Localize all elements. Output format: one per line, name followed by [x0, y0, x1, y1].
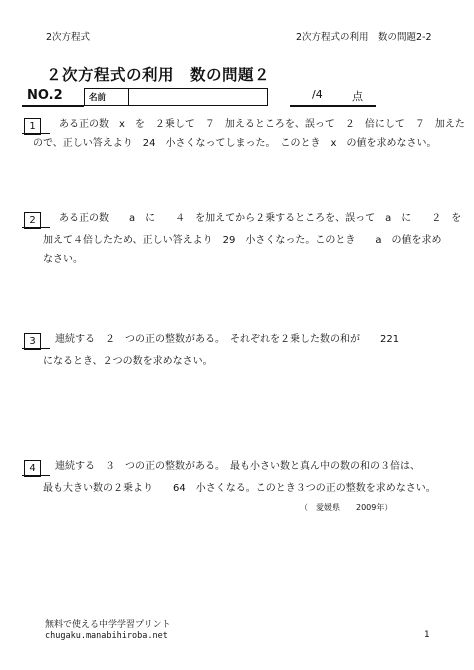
question-4-rule [22, 475, 50, 476]
question-1-rule [22, 133, 50, 134]
page-number: 1 [424, 630, 430, 640]
worksheet-number: NO.2 [27, 88, 63, 103]
question-3-line-2: になるとき、２つの数を求めなさい。 [43, 356, 213, 367]
question-1-number: 1 [29, 121, 36, 132]
footer-url[interactable]: chugaku.manabihiroba.net [45, 631, 168, 641]
question-4-number: 4 [29, 463, 36, 474]
header-subject: 2次方程式 [46, 32, 91, 43]
name-label-box [84, 88, 129, 106]
header-unit: 2次方程式の利用 数の問題2-2 [296, 32, 432, 43]
page-title: ２次方程式の利用 数の問題２ [46, 66, 271, 84]
question-2-number: 2 [29, 215, 36, 226]
question-2-line-1: ある正の数 a に ４ を加えてから２乗するところを、誤って a に ２ を [59, 213, 462, 224]
name-label: 名前 [89, 93, 107, 103]
question-4-line-2: 最も大きい数の２乗より 64 小さくなる。このとき３つの正の整数を求めなさい。 [43, 483, 436, 494]
question-3-number: 3 [29, 336, 36, 347]
name-field[interactable] [128, 88, 268, 106]
score-unit: 点 [352, 90, 363, 103]
question-2-line-3: なさい。 [43, 254, 83, 265]
footer-site-name: 無料で使える中学学習プリント [45, 620, 171, 630]
score-total: /4 [312, 88, 323, 101]
question-3-line-1: 連続する ２ つの正の整数がある。 それぞれを２乗した数の和が 221 [55, 334, 400, 345]
question-1-line-2: ので、正しい答えより 24 小さくなってしまった。 このとき x の値を求めなさい。 [33, 138, 437, 149]
score-underline [290, 105, 376, 107]
question-2-rule [22, 227, 50, 228]
number-underline [22, 105, 84, 107]
question-2-line-2: 加えて４倍したため、正しい答えより 29 小さくなった。このとき a の値を求め [43, 235, 442, 246]
question-4-source: （ 愛媛県 2009年） [300, 503, 393, 512]
question-1-line-1: ある正の数 x を ２乗して ７ 加えるところを、誤って ２ 倍にして ７ 加えた [59, 119, 465, 130]
question-3-rule [22, 348, 50, 349]
question-4-line-1: 連続する ３ つの正の整数がある。 最も小さい数と真ん中の数の和の３倍は、 [55, 461, 420, 472]
